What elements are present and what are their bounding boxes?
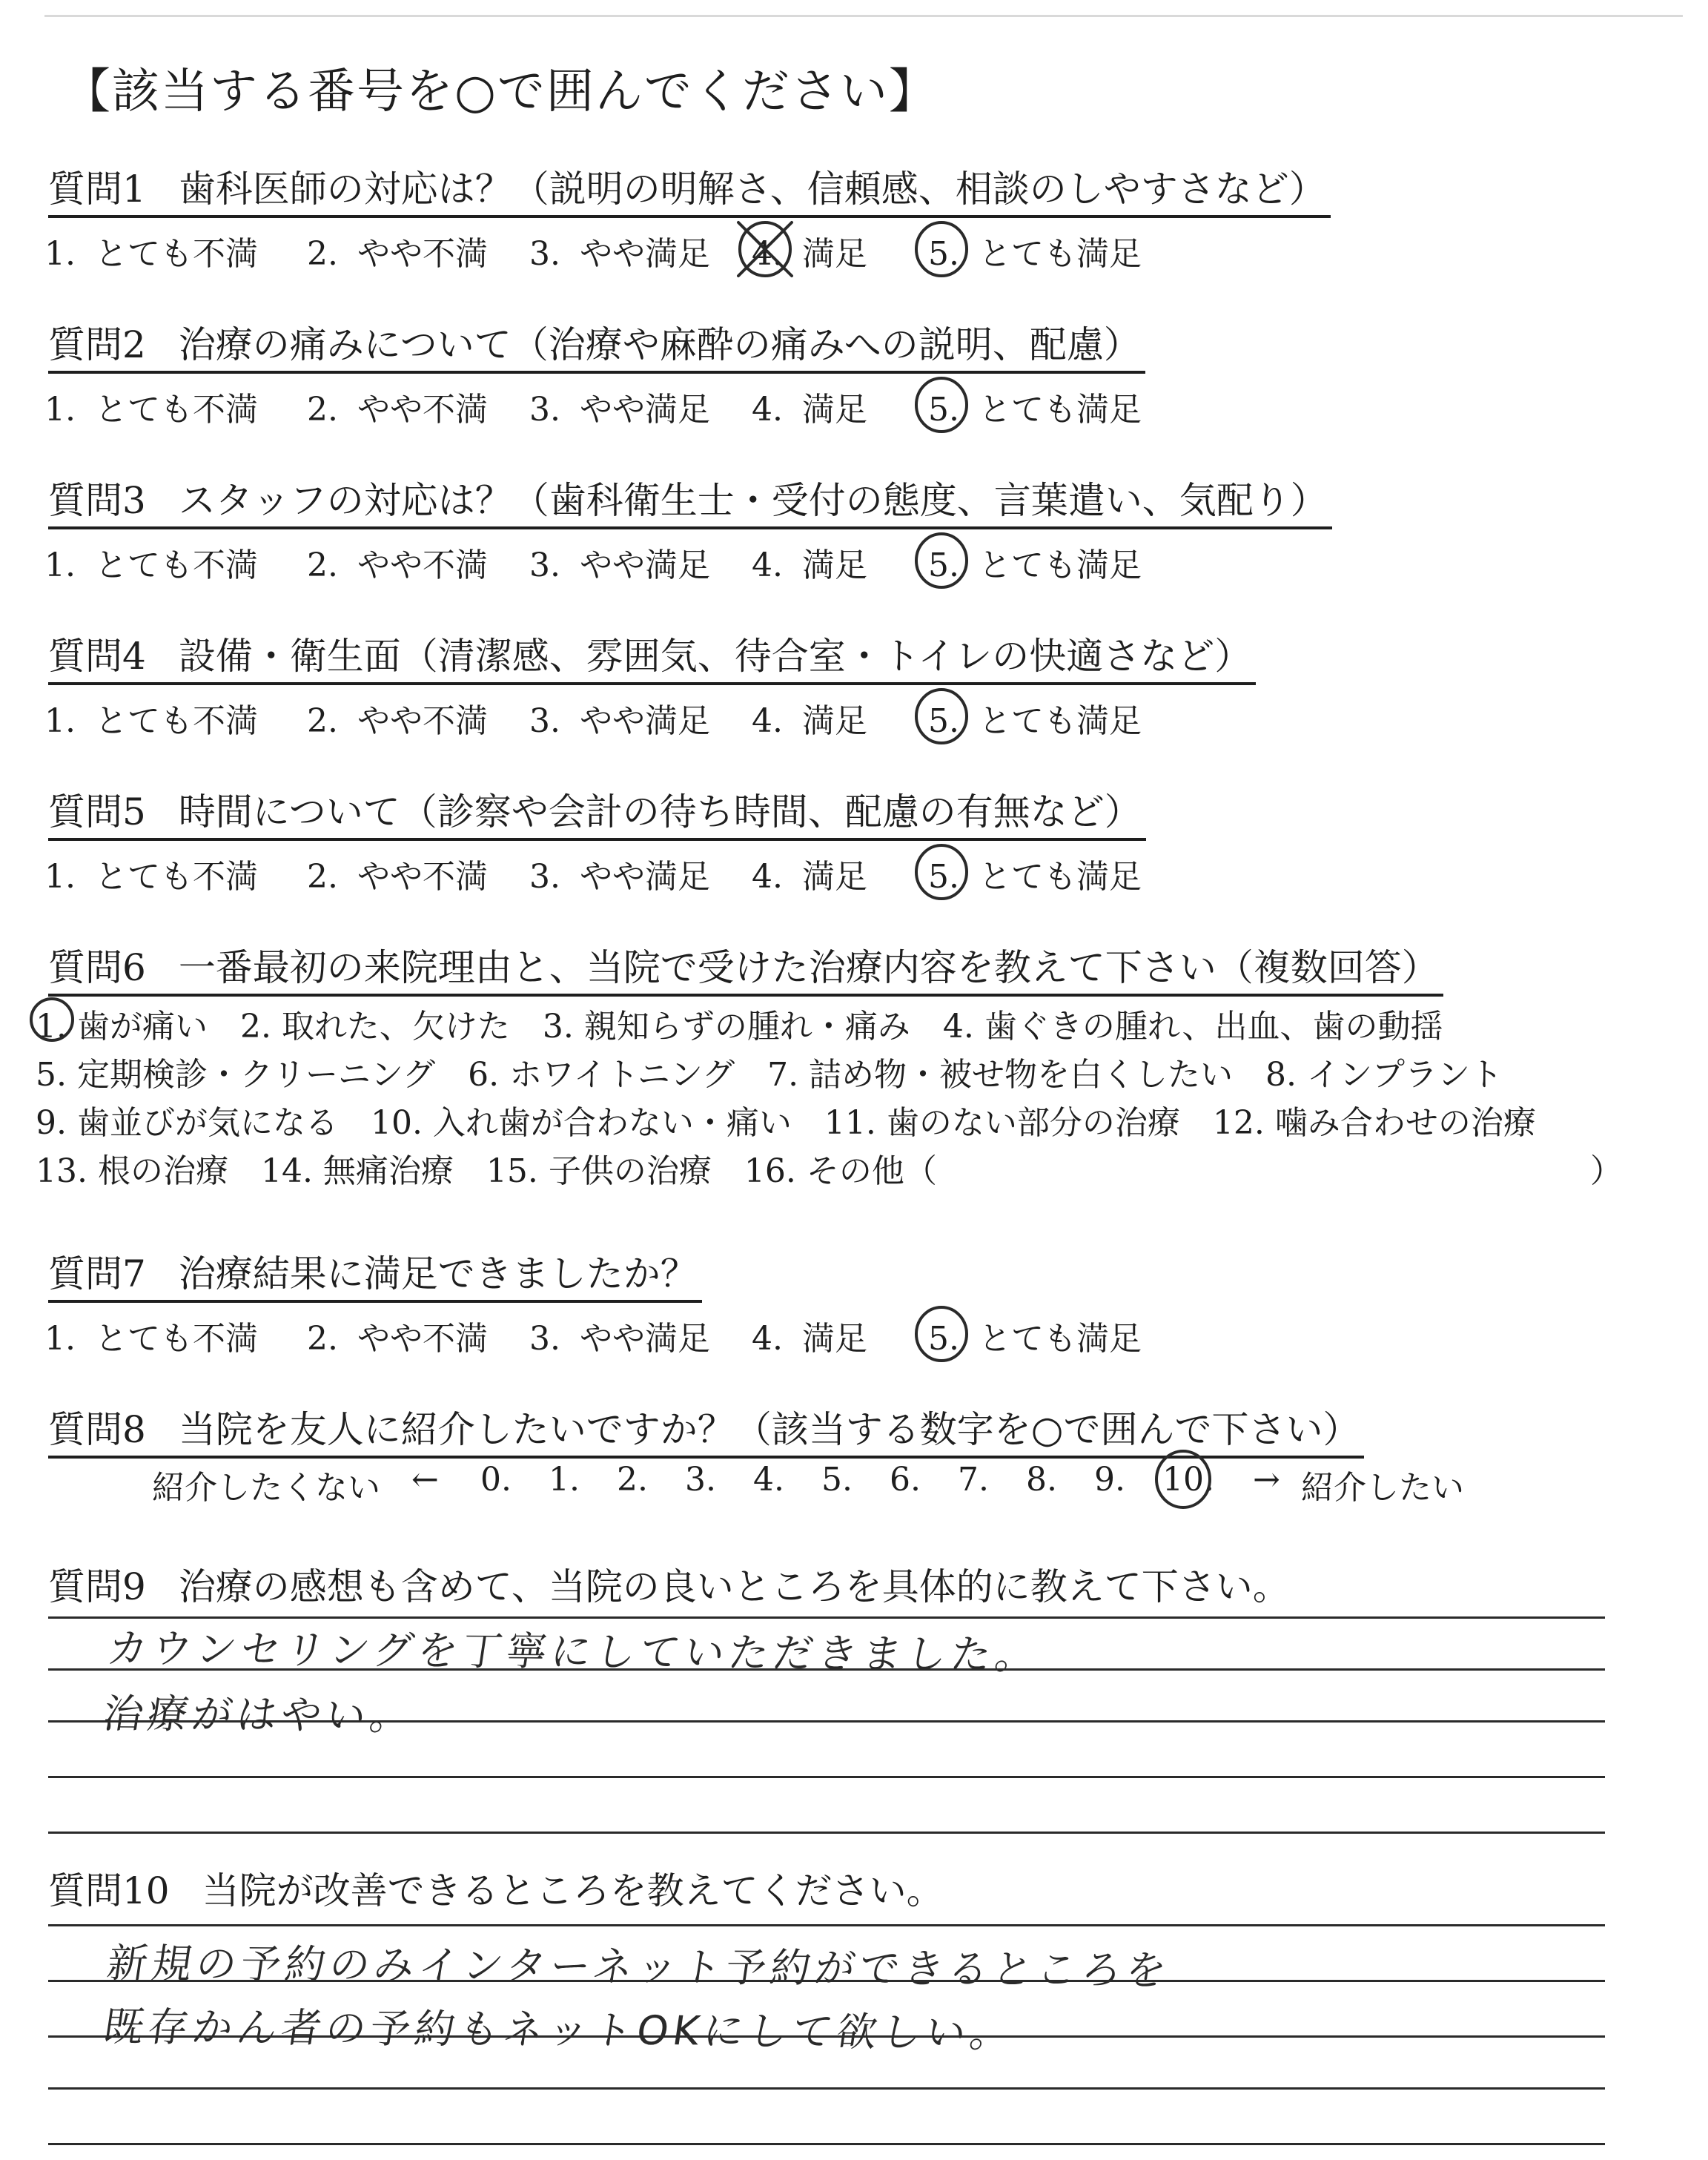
q9-text: 治療の感想も含めて、当院の良いところを具体的に教えて下さい。: [178, 1565, 1290, 1608]
option-label: 満足: [801, 235, 867, 273]
option-label: とても不満: [94, 858, 258, 896]
q5-heading: [48, 786, 1146, 841]
q4-text: 設備・衛生面（清潔感、雰囲気、待合室・トイレの快適さなど）: [178, 635, 1252, 678]
option-number: 4.: [752, 1320, 783, 1358]
option-label: やや満足: [579, 391, 710, 429]
q10-writing-line[interactable]: [48, 1924, 1605, 1926]
q1-option-1[interactable]: [44, 227, 258, 274]
q9-writing-line[interactable]: [48, 1832, 1605, 1834]
option-label: とても不満: [94, 235, 258, 273]
q7-option-5[interactable]: [928, 1312, 1142, 1359]
q10-number: 質問10: [48, 1869, 170, 1912]
option-label: とても満足: [978, 235, 1142, 273]
option-label: とても不満: [94, 1320, 258, 1358]
q2-option-5[interactable]: [928, 383, 1142, 430]
q7-text: 治療結果に満足できましたか？: [178, 1252, 698, 1295]
q7-option-1[interactable]: [44, 1312, 258, 1359]
option-number: 4.: [752, 391, 783, 429]
option-number: 5.: [928, 391, 959, 429]
q2-option-1[interactable]: [44, 383, 258, 430]
q10-writing-line[interactable]: [48, 2087, 1605, 2090]
q2-option-3[interactable]: [529, 383, 710, 430]
option-label: やや不満: [357, 702, 488, 740]
q6-choices-row-1[interactable]: 1. 歯が痛い 2. 取れた、欠けた 3. 親知らずの腫れ・痛み 4. 歯ぐきの腫れ、出血、歯の動揺: [36, 1008, 1443, 1046]
q1-number: 質問1: [48, 168, 146, 211]
q7-option-2[interactable]: [307, 1312, 488, 1359]
option-number: 1.: [44, 546, 76, 584]
option-number: 4.: [752, 546, 783, 584]
top-rule: [44, 15, 1683, 17]
option-label: やや不満: [357, 858, 488, 896]
option-number: 1.: [44, 1320, 76, 1358]
q8-number: 質問8: [48, 1408, 146, 1451]
option-label: やや満足: [579, 546, 710, 584]
option-label: 満足: [801, 391, 867, 429]
q8-option-10[interactable]: 10.: [1162, 1461, 1214, 1499]
option-label: とても不満: [94, 546, 258, 584]
option-label: とても不満: [94, 702, 258, 740]
q5-option-3[interactable]: [529, 850, 710, 897]
q8-option-7[interactable]: 7.: [958, 1461, 989, 1499]
q10-writing-line[interactable]: [48, 2143, 1605, 2145]
q9-writing-line[interactable]: [48, 1776, 1605, 1778]
option-number: 1.: [44, 235, 76, 273]
option-label: やや不満: [357, 391, 488, 429]
option-number: 3.: [529, 235, 560, 273]
q2-number: 質問2: [48, 323, 146, 366]
q6-text: 一番最初の来院理由と、当院で受けた治療内容を教えて下さい（複数回答）: [178, 946, 1439, 989]
q4-number: 質問4: [48, 635, 146, 678]
q10-handwritten-answer-2: 既存かん者の予約もネットOKにして欲しい。: [100, 2003, 1019, 2057]
q1-option-3[interactable]: [529, 227, 710, 274]
q3-option-5[interactable]: [928, 538, 1142, 586]
option-number: 5.: [928, 858, 959, 896]
q1-option-4[interactable]: [752, 227, 867, 274]
option-number: 2.: [307, 391, 338, 429]
q7-number: 質問7: [48, 1252, 146, 1295]
q7-option-3[interactable]: [529, 1312, 710, 1359]
q5-option-5[interactable]: [928, 850, 1142, 897]
q4-option-1[interactable]: [44, 694, 258, 742]
q3-option-1[interactable]: [44, 538, 258, 586]
q3-option-3[interactable]: [529, 538, 710, 586]
q6-number: 質問6: [48, 946, 146, 989]
q8-right-label: 紹介したい: [1301, 1469, 1464, 1507]
option-number: 2.: [307, 858, 338, 896]
option-label: やや満足: [579, 235, 710, 273]
option-label: やや満足: [579, 858, 710, 896]
option-label: やや不満: [357, 1320, 488, 1358]
option-label: とても満足: [978, 858, 1142, 896]
option-label: とても満足: [978, 391, 1142, 429]
option-label: やや満足: [579, 702, 710, 740]
q8-option-9[interactable]: 9.: [1094, 1461, 1125, 1499]
option-label: 満足: [801, 858, 867, 896]
q8-option-0[interactable]: 0.: [480, 1461, 512, 1499]
option-number: 3.: [529, 1320, 560, 1358]
q5-option-4[interactable]: [752, 850, 867, 897]
option-number: 4.: [752, 858, 783, 896]
q4-option-3[interactable]: [529, 694, 710, 742]
option-label: とても満足: [978, 702, 1142, 740]
option-number: 4.: [752, 702, 783, 740]
q6-choices-row-3[interactable]: 9. 歯並びが気になる 10. 入れ歯が合わない・痛い 11. 歯のない部分の治療 12. 噛み合わせの治療: [36, 1104, 1536, 1142]
q8-option-8[interactable]: 8.: [1026, 1461, 1057, 1499]
q3-option-2[interactable]: [307, 538, 488, 586]
q9-handwritten-answer-2: 治療がはやい。: [99, 1690, 418, 1740]
q2-heading: [48, 319, 1145, 374]
q8-option-4[interactable]: 4.: [753, 1461, 784, 1499]
option-number: 2.: [307, 702, 338, 740]
option-number: 4.: [752, 235, 783, 273]
q9-handwritten-answer-1: カウンセリングを丁寧にしていただきました。: [104, 1625, 1044, 1679]
q10-heading: [48, 1865, 948, 1917]
q9-number: 質問9: [48, 1565, 146, 1608]
q8-left-arrow: ←: [411, 1461, 439, 1499]
q1-option-2[interactable]: [307, 227, 488, 274]
option-label: 満足: [801, 546, 867, 584]
option-label: やや不満: [357, 235, 488, 273]
option-label: やや満足: [579, 1320, 710, 1358]
q5-option-1[interactable]: [44, 850, 258, 897]
option-label: とても不満: [94, 391, 258, 429]
q5-number: 質問5: [48, 790, 146, 833]
q7-option-4[interactable]: [752, 1312, 867, 1359]
q8-option-3[interactable]: 3.: [685, 1461, 716, 1499]
q8-option-6[interactable]: 6.: [890, 1461, 921, 1499]
q4-option-2[interactable]: [307, 694, 488, 742]
option-label: 満足: [801, 1320, 867, 1358]
q8-heading: [48, 1404, 1364, 1459]
q4-option-4[interactable]: [752, 694, 867, 742]
q8-left-label: 紹介したくない: [152, 1469, 380, 1507]
option-number: 2.: [307, 235, 338, 273]
option-number: 1.: [44, 702, 76, 740]
q6-other-close-paren: ）: [1590, 1152, 1623, 1190]
option-number: 3.: [529, 702, 560, 740]
q10-handwritten-answer-1: 新規の予約のみインターネット予約ができるところを: [104, 1939, 1174, 1995]
q1-text: 歯科医師の対応は？（説明の明解さ、信頼感、相談のしやすさなど）: [178, 168, 1326, 211]
q3-option-4[interactable]: [752, 538, 867, 586]
option-number: 5.: [928, 546, 959, 584]
q3-number: 質問3: [48, 479, 146, 522]
option-number: 1.: [44, 858, 76, 896]
q9-heading: [48, 1561, 1294, 1613]
q8-option-1[interactable]: 1.: [549, 1461, 580, 1499]
q8-right-arrow: →: [1253, 1461, 1280, 1499]
q6-heading: [48, 942, 1443, 997]
option-number: 3.: [529, 546, 560, 584]
q4-option-5[interactable]: [928, 694, 1142, 742]
q1-option-5[interactable]: [928, 227, 1142, 274]
q8-text: 当院を友人に紹介したいですか？（該当する数字を○で囲んで下さい）: [178, 1408, 1360, 1451]
q1-heading: [48, 163, 1331, 218]
q3-heading: [48, 475, 1332, 529]
option-label: とても満足: [978, 1320, 1142, 1358]
option-number: 1.: [44, 391, 76, 429]
option-number: 5.: [928, 702, 959, 740]
q6-choices-row-4[interactable]: 13. 根の治療 14. 無痛治療 15. 子供の治療 16. その他（: [36, 1152, 937, 1190]
q2-text: 治療の痛みについて（治療や麻酔の痛みへの説明、配慮）: [178, 323, 1141, 366]
q3-text: スタッフの対応は？（歯科衛生士・受付の態度、言葉遣い、気配り）: [178, 479, 1328, 522]
q6-choices-row-2[interactable]: 5. 定期検診・クリーニング 6. ホワイトニング 7. 詰め物・被せ物を白くしたい 8. インプラント: [36, 1056, 1503, 1094]
option-number: 2.: [307, 546, 338, 584]
q7-heading: [48, 1248, 702, 1303]
q5-option-2[interactable]: [307, 850, 488, 897]
page-title: 【該当する番号を○で囲んでください】: [63, 65, 938, 119]
q10-text: 当院が改善できるところを教えてください。: [202, 1869, 944, 1912]
option-label: やや不満: [357, 546, 488, 584]
q4-heading: [48, 630, 1256, 685]
q2-option-2[interactable]: [307, 383, 488, 430]
q8-option-5[interactable]: 5.: [821, 1461, 853, 1499]
option-number: 2.: [307, 1320, 338, 1358]
option-number: 3.: [529, 391, 560, 429]
option-number: 5.: [928, 1320, 959, 1358]
q2-option-4[interactable]: [752, 383, 867, 430]
option-label: 満足: [801, 702, 867, 740]
option-label: とても満足: [978, 546, 1142, 584]
q8-option-2[interactable]: 2.: [617, 1461, 648, 1499]
option-number: 3.: [529, 858, 560, 896]
q5-text: 時間について（診察や会計の待ち時間、配慮の有無など）: [178, 790, 1142, 833]
option-number: 5.: [928, 235, 959, 273]
